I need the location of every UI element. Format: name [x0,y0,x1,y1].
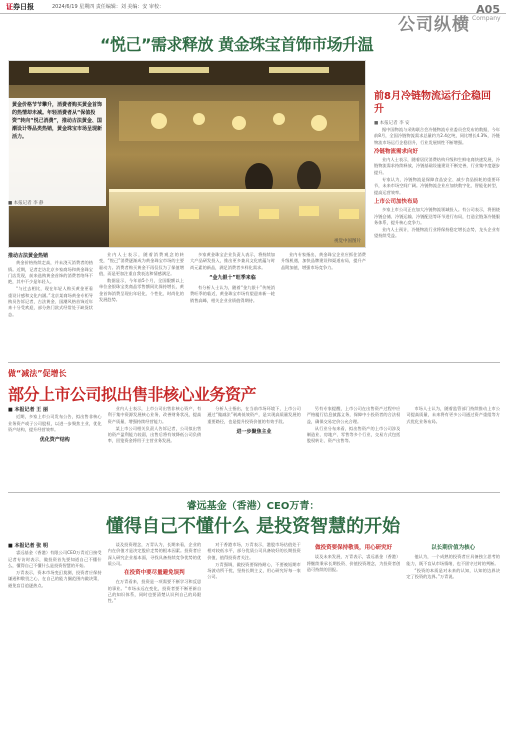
article2-subhead-1: 优化资产结构 [39,437,70,444]
article3-column [307,542,401,744]
article3-headline: 懂得自己不懂什么 是投资智慧的开始 [105,516,401,537]
article2-byline: ■ 本报记者 王 丽 [8,407,48,413]
side-subhead-1: 冷链物流需求向好 [374,148,419,155]
article3-body [8,542,500,744]
article2-paragraph: 市场人士认为，随着监管部门持续推动上市公司提高质量，未来将有更多公司通过资产重组等方式优化业务布局。 [406,406,500,424]
article2-headline: 部分上市公司拟出售非核心业务资产 [8,385,257,404]
article2-body [8,406,500,488]
article2-subhead-2: 进一步聚焦主业 [236,428,272,435]
article3-subhead-1: 在投资中要尽量避免误判 [124,570,185,577]
article3-paragraph: “投资的本质是对未来的认知，认知的边界决定了投资的边界。”万青说。 [406,567,500,580]
article3-paragraph: 万青强调，做投资要保持耐心，不要被短期市场波动所干扰，坚持长期主义，用心研究好每一家公司。 [207,561,301,580]
newspaper-logo: 证券日报 [6,3,34,11]
side-paragraph: 专家认为，冷链物流是保障食品安全、减少食品损耗的重要环节，未来市场空间广阔。冷链物流企业应加快数字化、智能化转型，提高运营效率。 [374,177,500,195]
article1-column [190,252,275,360]
article3-paragraph: 在万青看来，投资是一项需要不断学习和反思的事业。“市场永远在变化，投资者要不断更新自己的知识体系，同时也要清楚认识到自己的局限性。” [107,579,202,604]
section-title: 公司纵横 [398,15,470,35]
side-paragraph: 业内人士预计，冷链物流行业将保持稳定增长态势，龙头企业有望持续受益。 [374,227,500,239]
article3-paragraph: 他认为，一个成熟的投资者应具备独立思考的能力，既不盲从市场情绪，也不固守过时的判断。 [406,554,500,566]
article1-column [8,252,93,360]
article1-paragraph: 业内专家指出，黄金珠宝企业应抓住消费升级机遇，加快品牌建设和渠道布局，提升产品附加值，增强市场竞争力。 [281,252,366,270]
page-number-block [472,4,500,22]
page-section-english: Company [472,15,501,22]
side-byline: ■ 本报记者 李 安 [374,121,410,126]
article2-paragraph: 近期，多家上市公司发布公告，拟出售非核心业务资产或子公司股权，以进一步聚焦主业，优化资产结构，提升经营效率。 [8,414,102,432]
article3-paragraph: 睿远基金（香港）有限公司CEO万青近日接受记者专访时表示，做投资首先要知道自己不懂什么，懂得自己不懂什么是投资智慧的开始。 [8,550,102,568]
side-body [374,127,500,241]
article3-paragraph: 谈及投资理念，万青认为，长期来看，企业的内在价值才是决定股价走势的根本因素。投资者应深入研究企业基本面，寻找具备持续竞争优势的优质公司。 [107,542,202,566]
article3-column [8,542,102,744]
article1-byline: ■ 本报记者 李 静 [8,201,44,206]
article2-paragraph: 分析人士指出，在当前市场环境下，上市公司通过“做减法”剥离低效资产，是实现高质量发展的重要路径，也是提升投资价值的有效手段。 [207,406,301,424]
section-divider [8,492,500,493]
article2-paragraph: 业内人士表示，上市公司出售非核心资产，有利于集中资源发展核心业务，改善财务状况，提高资产质量，增强持续经营能力。 [107,406,202,424]
article2-column [8,406,102,488]
article3-column [108,542,202,744]
side-paragraph: 业内人士表示，随着居民消费结构升级和生鲜电商快速发展，冷链物流需求持续释放，冷链基础设施建设不断完善，行业集中度逐步提升。 [374,157,500,175]
article2-paragraph: 从行业分布来看，拟出售资产的上市公司涉及制造业、房地产、零售等多个行业，交易方式包括股权转让、资产出售等。 [306,425,401,444]
article3-subhead-2: 做投资要保持敬畏，用心研究好 [315,545,393,551]
side-paragraph: 多家上市公司正在加大冷链物流领域投入。有公司表示，将围绕冷链仓储、冷链运输、冷链配送等环节进行布局，打造全链条冷链服务体系，提升核心竞争力。 [374,207,500,225]
page-number: A05 [476,3,500,16]
article1-headline: “悦己”需求释放 黄金珠宝首饰市场升温 [100,35,374,54]
article3-paragraph: 万青表示，资本市场变幻莫测，投资者应保持谦逊和敬畏之心，在自己的能力圈范围内做决策，避免盲目追逐热点。 [8,570,102,588]
article3-kicker: 睿远基金（香港）CEO万青： [186,501,320,512]
article3-byline: ■ 本报记者 张 明 [8,543,48,549]
article1-body [8,252,366,360]
side-subhead-2: 上市公司加快布局 [374,198,419,205]
article2-column [406,406,500,488]
side-headline: 前8月冷链物流运行企稳回升 [374,91,491,115]
article3-column [406,542,500,744]
article3-paragraph: 对于香港市场，万青表示，港股市场估值处于相对较低水平，部分优质公司具备较好的长期投资价值，值得投资者关注。 [207,542,301,560]
article2-column [108,406,202,488]
article2-column [207,406,301,488]
article2-column [307,406,401,488]
article1-paragraph: “与过去相比，现在年轻人购买黄金更看重设计感和文化内涵。”北京某商场黄金专柜导购员告诉记者，古法黄金、国潮风格首饰近年来十分受欢迎，部分热门款式经常处于缺货状态。 [8,286,93,317]
section-divider [8,362,500,363]
article1-subhead-2: “金九银十”旺季来临 [209,274,256,281]
article1-paragraph: 黄金价格持续走高，并未浇灭消费者的热情。近期，记者走访北京多家商场和黄金珠宝门店发现，前来选购黄金首饰的消费者络绎不绝，其中不少是年轻人。 [8,260,93,285]
issue-meta: 2024/6/19 星期四 责任编辑：刘 美编：安 审校： [52,4,164,10]
photo-caption: 黄金价格节节攀升，消费者购买黄金首饰的热情却未减。年轻消费者从“保值投资”转向“悦己消费”，推动古法黄金、国潮设计等品类热销，黄金珠宝市场呈现新活力。 [8,98,106,206]
article2-kicker: 做“减法”促增长 [8,369,67,378]
side-paragraph: 据中国物流与采购联合会冷链物流专业委员会发布的数据，今年前8月，全国冷链物流需求总量约为2.4亿吨，同比增长4.3%，冷链物流市场运行企稳回升，行业发展韧性不断增强。 [374,127,500,145]
article1-paragraph: 数据显示，今年前5个月，全国限额以上单位金银珠宝类商品零售额同比保持增长，黄金首饰消费呈现出年轻化、个性化、时尚化的发展趋势。 [99,278,184,303]
article3-subhead-3: 以长期价值为核心 [431,545,476,551]
article1-paragraph: 业内人士表示，随着消费观念的转变，“悦己”消费逐渐成为黄金珠宝市场的主要驱动力。消费者购买黄金不再仅仅为了保值增值，而是更加注重自我表达和情感满足。 [99,252,184,276]
photo-credit: 视觉中国图片 [334,239,361,244]
article1-column [281,252,366,360]
article1-paragraph: 有分析人士认为，随着“金九银十”传统消费旺季的临近，黄金珠宝市场有望迎来新一轮销售高峰，相关企业业绩值得期待。 [190,285,275,303]
article2-paragraph: 某上市公司相关负责人告诉记者，公司拟出售的资产盈利能力较弱，出售后将有效降低公司负债率，回笼资金将用于主营业务发展。 [107,425,202,444]
article3-paragraph: 谈及未来发展，万青表示，睿远基金（香港）将继续秉承长期投资、价值投资理念，为投资者创造可持续的回报。 [306,554,401,572]
article1-column [99,252,184,360]
article1-lead-subhead: 推动古法黄金热销 [8,253,49,259]
article3-column [207,542,301,744]
article1-paragraph: 多家黄金珠宝企业负责人表示，将持续加大产品研发投入，推出更多兼具文化底蕴与时尚元素的新品，满足消费者多样化需求。 [190,252,275,270]
article2-paragraph: 另有专家提醒，上市公司在出售资产过程中应严格履行信息披露义务，保障中小投资者的合法权益，确保交易定价公允合理。 [306,406,401,424]
